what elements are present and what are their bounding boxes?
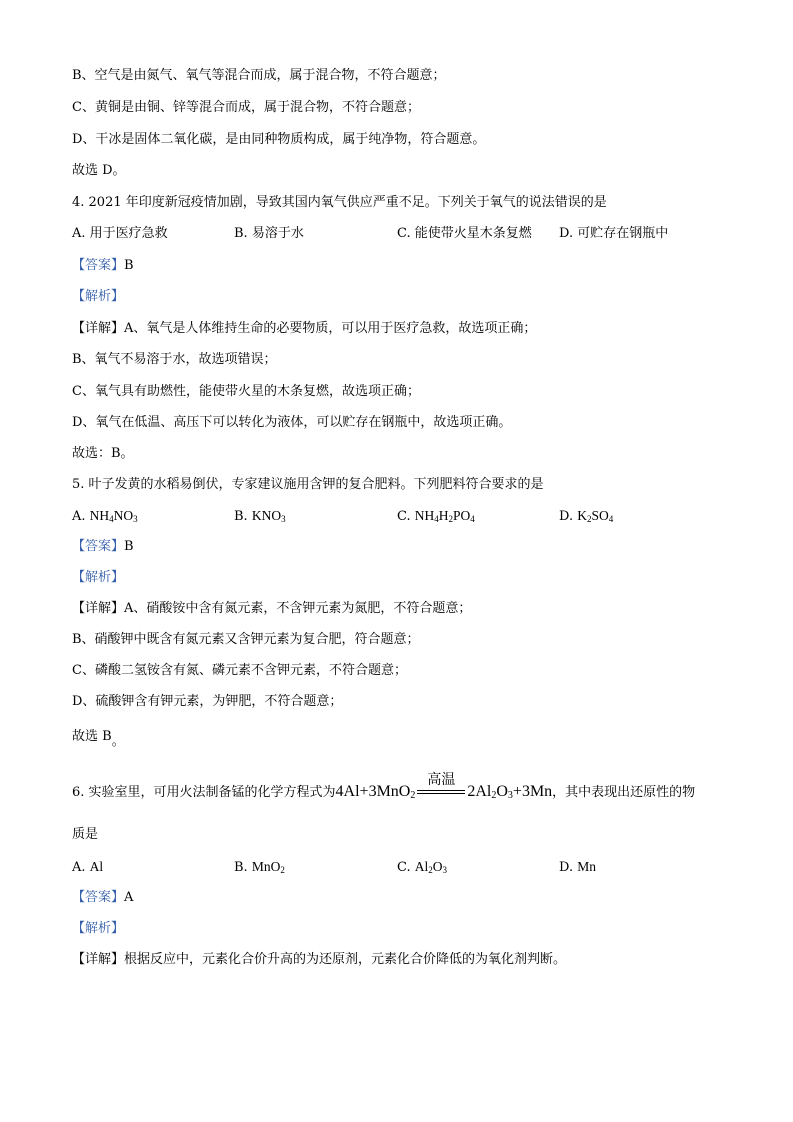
q4-explanation-c: C、氧气具有助燃性，能使带火星的木条复燃，故选项正确； xyxy=(72,384,420,399)
q4-explanation-b: B、氧气不易溶于水，故选项错误； xyxy=(72,352,277,367)
q6-option-d: D. Mn xyxy=(559,859,596,875)
q5-conclusion: 故选 B。 xyxy=(72,729,125,749)
q5-option-a: A. $NH_4NO_3$ xyxy=(72,508,138,524)
detail-label: 【详解】 xyxy=(72,601,125,616)
q6-option-a: A. Al xyxy=(72,859,104,875)
q4-detail-row xyxy=(72,320,536,338)
reaction-condition: 高温 xyxy=(417,778,465,796)
q6-stem-start: 6. 实验室里，可用火法制备锰的化学方程式为 xyxy=(72,785,336,800)
answer-value: B xyxy=(124,258,134,273)
q6-stem-continued: 质是 xyxy=(72,827,99,842)
q5-explanation-a: A、硝酸铵中含有氮元素，不含钾元素为氮肥，不符合题意； xyxy=(124,601,472,616)
answer-label: 【答案】 xyxy=(72,890,125,905)
q3-conclusion: 故选 D。 xyxy=(72,163,126,178)
q6-option-c: C. $Al_2O_3$ xyxy=(397,859,447,875)
q5-analysis-label: 【解析】 xyxy=(72,570,125,585)
answer-label: 【答案】 xyxy=(72,539,125,554)
q3-explanation-d: D、干冰是固体二氧化碳，是由同种物质构成，属于纯净物，符合题意。 xyxy=(72,132,486,147)
q6-answer-row xyxy=(72,889,133,907)
q5-stem: 5. 叶子发黄的水稻易倒伏，专家建议施用含钾的复合肥料。下列肥料符合要求的是 xyxy=(72,477,544,492)
q5-option-c: C. $NH_4H_2PO_4$ xyxy=(397,508,475,524)
q6-analysis-label: 【解析】 xyxy=(72,921,125,936)
q3-explanation-c: C、黄铜是由铜、锌等混合而成，属于混合物，不符合题意； xyxy=(72,100,420,115)
q5-detail-row xyxy=(72,600,471,618)
q6-stem xyxy=(72,772,696,804)
q3-explanation-b: B、空气是由氮气、氧气等混合而成，属于混合物，不符合题意； xyxy=(72,68,446,83)
q6-option-b: B. MnO$_2$ xyxy=(234,859,285,875)
detail-label: 【详解】 xyxy=(72,321,125,336)
q5-explanation-c: C、磷酸二氢铵含有氮、磷元素不含钾元素，不符合题意； xyxy=(72,663,407,678)
q4-option-b: B. 易溶于水 xyxy=(234,226,304,241)
q4-option-a: A. 用于医疗急救 xyxy=(72,226,168,241)
q4-explanation-a: A、氧气是人体维持生命的必要物质，可以用于医疗急救，故选项正确； xyxy=(124,321,537,336)
q5-answer-row xyxy=(72,538,134,556)
q6-stem-end: ，其中表现出还原性的物 xyxy=(552,785,696,800)
q6-detail-row xyxy=(72,951,566,969)
q5-explanation-d: D、硫酸钾含有钾元素，为钾肥，不符合题意； xyxy=(72,694,343,709)
q4-analysis-label: 【解析】 xyxy=(72,289,125,304)
q5-option-d: D. $K_2SO_4$ xyxy=(559,508,614,524)
q4-stem: 4. 2021 年印度新冠疫情加剧，导致其国内氧气供应严重不足。下列关于氧气的说法错误的是 xyxy=(72,195,607,210)
answer-value: B xyxy=(124,539,134,554)
q6-equation: 4Al+3MnO$_2$ 高温 $2Al_2O_3+3Mn$ xyxy=(335,772,553,801)
q4-option-d: D. 可贮存在钢瓶中 xyxy=(559,226,669,241)
q5-option-b: B. $KNO_3$ xyxy=(234,508,286,524)
q4-answer-row xyxy=(72,257,134,275)
q5-explanation-b: B、硝酸钾中既含有氮元素又含钾元素为复合肥，符合题意； xyxy=(72,632,420,647)
answer-value: A xyxy=(124,890,134,905)
q4-conclusion: 故选：B。 xyxy=(72,446,134,461)
q4-explanation-d: D、氧气在低温、高压下可以转化为液体，可以贮存在钢瓶中，故选项正确。 xyxy=(72,415,512,430)
q4-option-c: C. 能使带火星木条复燃 xyxy=(397,226,532,241)
detail-label: 【详解】 xyxy=(72,952,125,967)
q6-explanation: 根据反应中，元素化合价升高的为还原剂，元素化合价降低的为氧化剂判断。 xyxy=(124,952,567,967)
answer-label: 【答案】 xyxy=(72,258,125,273)
